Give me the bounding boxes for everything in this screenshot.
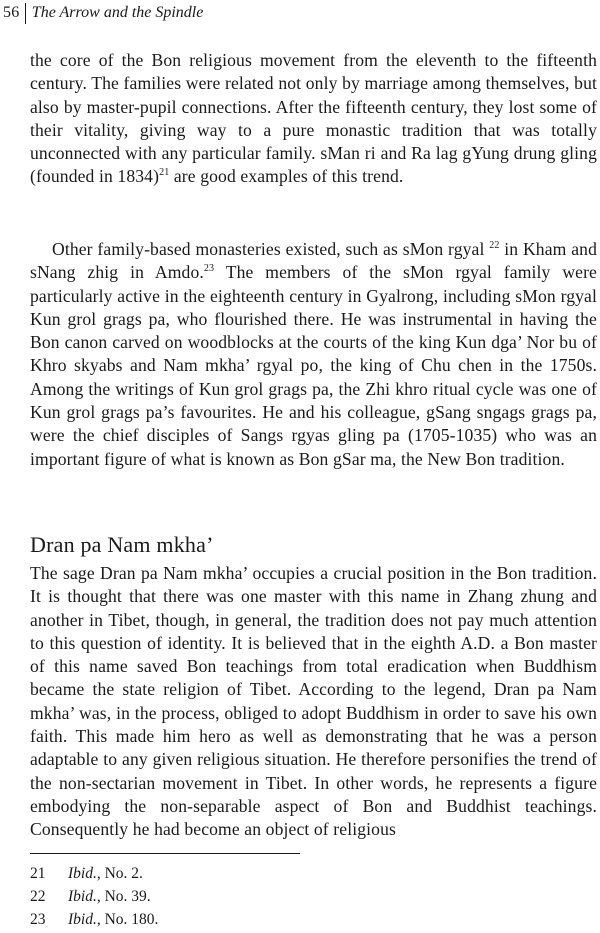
paragraph-text: [30, 238, 597, 471]
footnote-ref-23[interactable]: 23: [203, 263, 215, 275]
footnote-23: [30, 908, 158, 931]
paragraph-2-text-c: The members of the sMon rgyal family were particularly active in the eighteenth century in Gyalrong, including sMon rgyal Kun grol grags pa, who flourished there. He was instrumental in having the Bon canon carved on woodblocks at the courts of the king Kun dga’ Nor bu of Khro skyabs and Nam mkha’ rgyal po, the king of Chu chen in the 1750s. Among the writings of Kun grol grags pa, the Zhi khro ritual cycle was one of Kun grol grags pa’s favourites. He and his colleague, gSang sngags grags pa, were the chief disciples of Sangs rgyas gling pa (1705-1035) who was an important figure of what is known as Bon gSar ma, the New Bon tradition.: [30, 262, 597, 469]
footnote-ref: Ibid.: [68, 888, 97, 905]
paragraph-3: [30, 562, 597, 842]
footnotes: [30, 862, 158, 931]
section-heading: Dran pa Nam mkha’: [30, 532, 214, 557]
paragraph-1-tail: are good examples of this trend.: [169, 166, 404, 187]
header-divider: [25, 3, 26, 24]
footnote-text: , No. 39.: [96, 888, 151, 905]
footnote-ref: Ibid.: [68, 911, 97, 928]
footnote-divider: [30, 853, 300, 854]
footnote-text: , No. 180.: [96, 911, 159, 928]
footnote-number: 23: [30, 911, 46, 928]
paragraph-2: [30, 238, 597, 471]
footnote-number: 21: [30, 865, 46, 882]
book-title: The Arrow and the Spindle: [31, 4, 204, 21]
footnote-number: 22: [30, 888, 46, 905]
paragraph-3-text: The sage Dran pa Nam mkha’ occupies a crucial position in the Bon tradition. It is thought that there was one master with this name in Zhang zhung and another in Tibet, though, in general, the tradition does not pay much attention to this question of identity. It is believed that in the eighth A.D. a Bon master of this name saved Bon teachings from total eradication when Buddhism became the state religion of Tibet. According to the legend, Dran pa Nam mkha’ was, in the process, obliged to adopt Buddhism in order to save his own faith. This made him hero as well as demonstrating that he was a person adaptable to any given religious situation. He therefore personifies the trend of the non-sectarian movement in Tibet. In other words, he represents a figure embodying the non-separable aspect of Bon and Buddhist teachings. Consequently he had become an object of religious: [30, 563, 597, 840]
footnote-ref-22[interactable]: 22: [489, 240, 500, 251]
paragraph-1: [30, 49, 597, 189]
paragraph-text: [30, 49, 597, 189]
paragraph-2-text-a: Other family-based monasteries existed, such as sMon rgyal: [52, 239, 490, 259]
footnote-21: [30, 862, 158, 885]
paragraph-2-text-b: in Kham and sNang zhig in Amdo.: [30, 239, 597, 283]
footnote-text: , No. 2.: [96, 865, 143, 882]
running-header: [3, 2, 203, 24]
page-number: 56: [3, 4, 20, 21]
footnote-22: [30, 885, 158, 908]
paragraph-1-text: the core of the Bon religious movement from the eleventh to the fifteenth century. The families were related not only by marriage among themselves, but also by master-pupil connections. After the fifteenth century, they lost some of their vitality, giving way to a pure monastic tradition that was totally unconnected with any particular family. sMan ri and Ra lag gYung drung gling (founded in 1834): [30, 50, 597, 187]
footnote-ref: Ibid.: [68, 865, 97, 882]
footnote-ref-21[interactable]: 21: [159, 167, 170, 179]
